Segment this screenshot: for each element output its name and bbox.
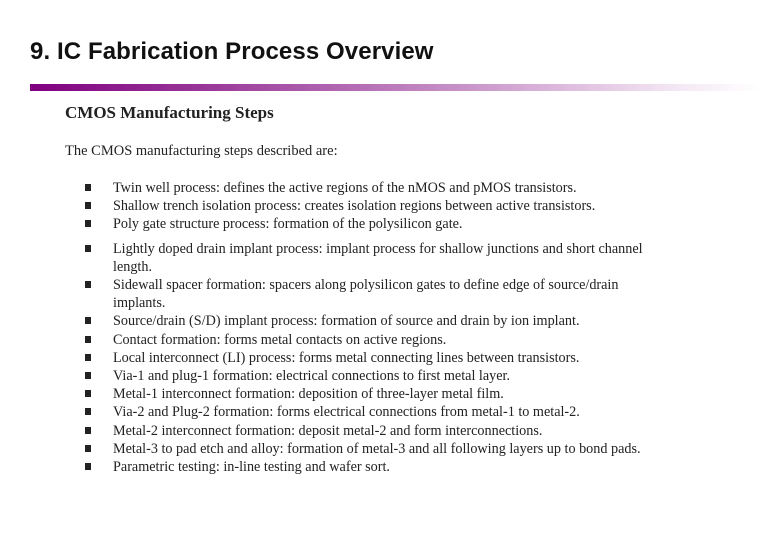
- intro-text: The CMOS manufacturing steps described are:: [65, 143, 338, 159]
- list-item: [85, 331, 645, 349]
- square-bullet-icon: [85, 372, 91, 379]
- list-item: [85, 385, 645, 403]
- list-item-text: Sidewall spacer formation: spacers along polysilicon gates to define edge of source/drain implants.: [113, 277, 619, 312]
- list-item-text: Source/drain (S/D) implant process: formation of source and drain by ion implant.: [113, 313, 580, 330]
- square-bullet-icon: [85, 445, 91, 452]
- square-bullet-icon: [85, 408, 91, 415]
- list-item: [85, 240, 645, 276]
- title-divider: [30, 84, 760, 91]
- list-item-text: Shallow trench isolation process: creates isolation regions between active transistors.: [113, 198, 596, 215]
- list-item-text: Metal-3 to pad etch and alloy: formation of metal-3 and all following layers up to bond pads.: [113, 440, 641, 457]
- list-item-text: Local interconnect (LI) process: forms metal connecting lines between transistors.: [113, 349, 580, 366]
- list-item: [85, 312, 645, 330]
- list-item-text: Parametric testing: in-line testing and wafer sort.: [113, 459, 390, 476]
- list-item: [85, 367, 645, 385]
- section-heading: CMOS Manufacturing Steps: [65, 103, 274, 122]
- list-item-text: Poly gate structure process: formation of the polysilicon gate.: [113, 216, 463, 233]
- square-bullet-icon: [85, 463, 91, 470]
- list-item: [85, 403, 645, 421]
- square-bullet-icon: [85, 390, 91, 397]
- square-bullet-icon: [85, 427, 91, 434]
- square-bullet-icon: [85, 281, 91, 288]
- list-item: [85, 197, 645, 215]
- square-bullet-icon: [85, 220, 91, 227]
- list-item: [85, 276, 645, 312]
- square-bullet-icon: [85, 202, 91, 209]
- square-bullet-icon: [85, 184, 91, 191]
- list-item-text: Metal-2 interconnect formation: deposit metal-2 and form interconnections.: [113, 422, 543, 439]
- list-item: [85, 440, 645, 458]
- list-item-text: Contact formation: forms metal contacts on active regions.: [113, 331, 447, 348]
- list-item: [85, 458, 645, 476]
- list-item-text: Metal-1 interconnect formation: deposition of three-layer metal film.: [113, 386, 504, 403]
- list-item: [85, 422, 645, 440]
- steps-list: [85, 179, 645, 476]
- list-item: [85, 215, 645, 233]
- list-item: [85, 179, 645, 197]
- list-item-text: Via-2 and Plug-2 formation: forms electrical connections from metal-1 to metal-2.: [113, 404, 580, 421]
- list-item-text: Lightly doped drain implant process: implant process for shallow junctions and short channel length.: [113, 240, 643, 275]
- list-item-text: Via-1 and plug-1 formation: electrical connections to first metal layer.: [113, 368, 511, 385]
- square-bullet-icon: [85, 354, 91, 361]
- slide-title: 9. IC Fabrication Process Overview: [30, 38, 434, 65]
- square-bullet-icon: [85, 245, 91, 252]
- square-bullet-icon: [85, 317, 91, 324]
- square-bullet-icon: [85, 336, 91, 343]
- list-item: [85, 349, 645, 367]
- list-item-text: Twin well process: defines the active regions of the nMOS and pMOS transistors.: [113, 180, 577, 196]
